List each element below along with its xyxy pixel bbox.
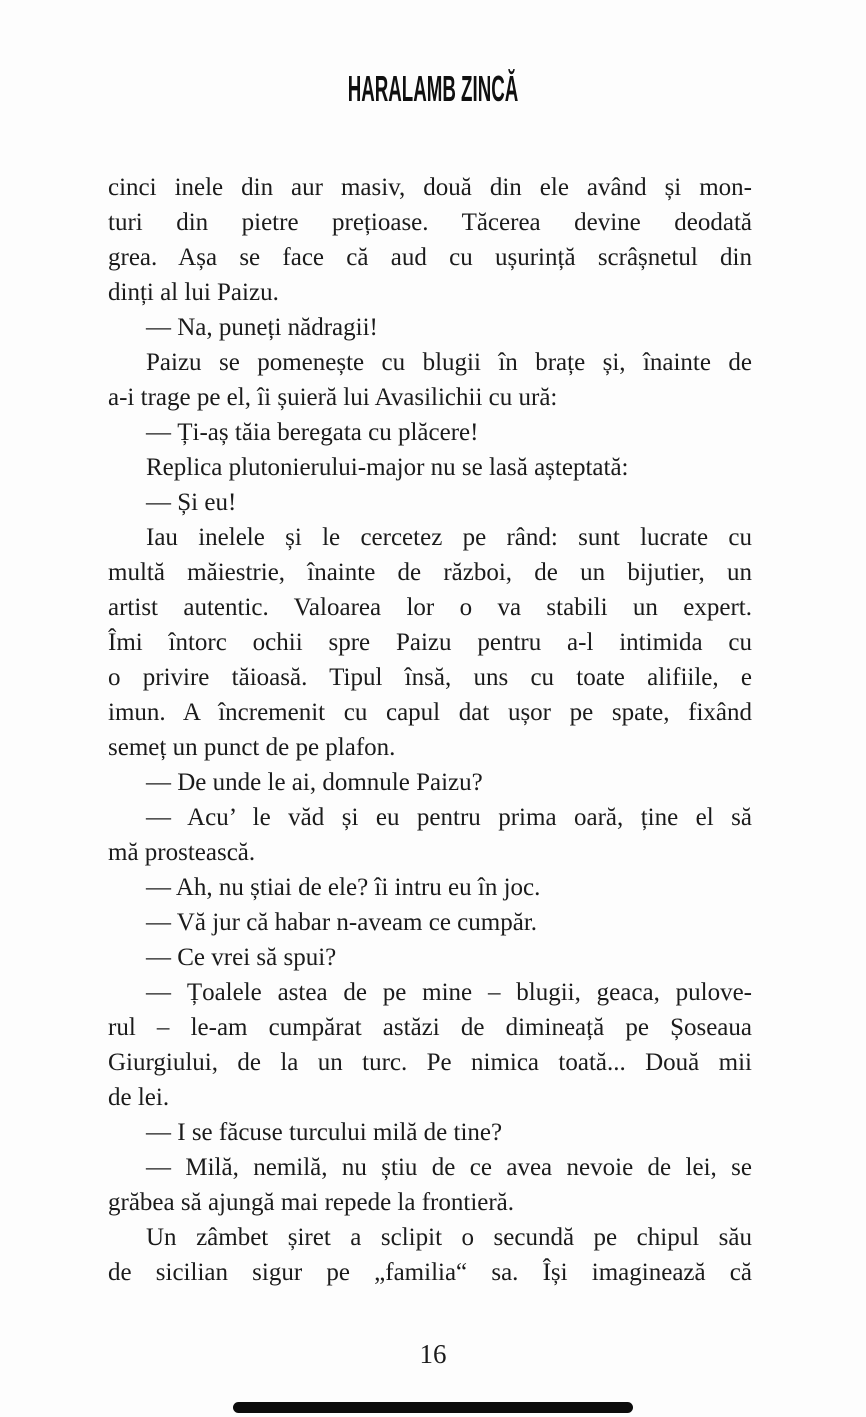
author-name: HARALAMB ZINCĂ xyxy=(347,68,519,109)
text-line: o privire tăioasă. Tipul însă, uns cu toate alifiile, e xyxy=(108,664,752,691)
text-line: semeț un punct de pe plafon. xyxy=(108,734,396,761)
text-line: Un zâmbet șiret a sclipit o secundă pe chipul său xyxy=(146,1224,752,1251)
text-line: de sicilian sigur pe „familia“ sa. Își imaginează că xyxy=(108,1259,752,1286)
book-header xyxy=(0,70,866,108)
text-line: dinți al lui Paizu. xyxy=(108,279,279,306)
text-line: multă măiestrie, înainte de război, de un bijutier, un xyxy=(108,559,752,586)
text-line: — Acu’ le văd și eu pentru prima oară, ține el să xyxy=(146,804,752,831)
text-line: — Ah, nu știai de ele? îi intru eu în joc. xyxy=(146,874,541,901)
text-line: mă prostească. xyxy=(108,839,256,866)
text-line: cinci inele din aur masiv, două din ele având și mon- xyxy=(108,174,752,201)
text-line: — De unde le ai, domnule Paizu? xyxy=(146,769,483,796)
text-line: grăbea să ajungă mai repede la frontieră. xyxy=(108,1189,515,1216)
text-line: rul – le-am cumpărat astăzi de dimineață pe Șoseaua xyxy=(108,1014,752,1041)
text-line: — Ți-aș tăia beregata cu plăcere! xyxy=(146,419,479,446)
page-body xyxy=(108,170,752,1290)
text-line: Replica plutonierului-major nu se lasă așteptată: xyxy=(146,454,629,481)
text-line: artist autentic. Valoarea lor o va stabili un expert. xyxy=(108,594,752,621)
text-line: imun. A încremenit cu capul dat ușor pe spate, fixând xyxy=(108,699,752,726)
text-line: — Na, puneți nădragii! xyxy=(146,314,378,341)
text-line: de lei. xyxy=(108,1084,170,1111)
text-line: grea. Așa se face că aud cu ușurință scrâșnetul din xyxy=(108,244,752,271)
home-indicator-bar[interactable] xyxy=(233,1402,633,1413)
text-line: Îmi întorc ochii spre Paizu pentru a-l intimida cu xyxy=(108,629,752,656)
text-line: — Vă jur că habar n-aveam ce cumpăr. xyxy=(146,909,538,936)
text-line: Paizu se pomenește cu blugii în brațe și, înainte de xyxy=(146,349,752,376)
text-line: — Țoalele astea de pe mine – blugii, geaca, pulove- xyxy=(146,979,752,1006)
text-line: a-i trage pe el, îi șuieră lui Avasilichii cu ură: xyxy=(108,384,558,411)
text-line: — Ce vrei să spui? xyxy=(146,944,337,971)
page-number: 16 xyxy=(419,1339,447,1369)
text-line: — I se făcuse turcului milă de tine? xyxy=(146,1119,503,1146)
text-line: — Milă, nemilă, nu știu de ce avea nevoie de lei, se xyxy=(146,1154,752,1181)
text-line: Giurgiului, de la un turc. Pe nimica toată... Două mii xyxy=(108,1049,752,1076)
text-line: turi din pietre prețioase. Tăcerea devine deodată xyxy=(108,209,752,236)
text-line: Iau inelele și le cercetez pe rând: sunt lucrate cu xyxy=(146,524,752,551)
text-line: — Și eu! xyxy=(146,489,237,516)
